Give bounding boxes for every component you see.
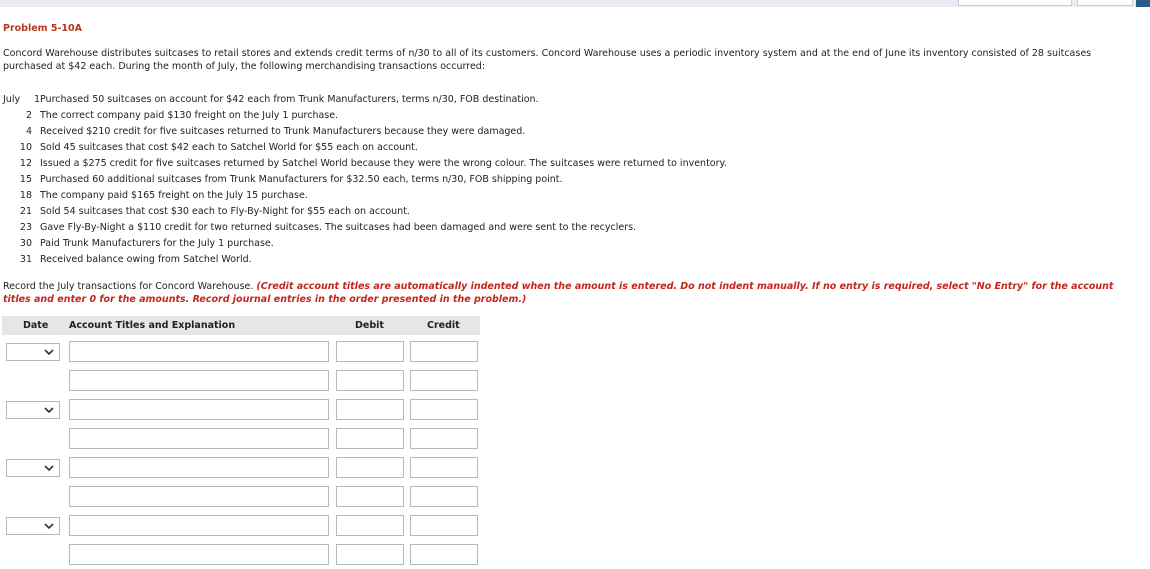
account-title-input[interactable] [69,457,329,478]
intro-line: purchased at $42 each. During the month of July, the following merchandising transactions occurred: [3,60,486,72]
credit-input[interactable] [410,544,478,565]
account-title-input[interactable] [69,486,329,507]
instructions [3,281,1143,306]
transaction-day: 2 [25,110,32,121]
account-title-input[interactable] [69,515,329,536]
debit-input[interactable] [336,515,404,536]
transaction-text: The correct company paid $130 freight on the July 1 purchase. [40,110,339,121]
chevron-down-icon [44,521,54,531]
toolbar-button[interactable] [1077,0,1133,6]
transaction-day: 23 [19,222,32,233]
account-title-input[interactable] [69,428,329,449]
credit-input[interactable] [410,428,478,449]
transaction-text: Sold 54 suitcases that cost $30 each to Fly-By-Night for $55 each on account. [40,206,410,217]
date-select[interactable] [6,517,60,535]
header-date: Date [23,320,49,331]
transaction-day: 1 [33,94,40,105]
credit-input[interactable] [410,341,478,362]
transaction-text: Purchased 50 suitcases on account for $42 each from Trunk Manufacturers, terms n/30, FOB destination. [40,94,539,105]
account-title-input[interactable] [69,399,329,420]
transaction-text: Received $210 credit for five suitcases returned to Trunk Manufacturers because they were damaged. [40,126,526,137]
transaction-month: July [3,94,21,105]
debit-input[interactable] [336,486,404,507]
journal-header [2,316,480,335]
transaction-text: Gave Fly-By-Night a $110 credit for two returned suitcases. The suitcases had been damaged and were sent to the recyclers. [40,222,637,233]
transaction-day: 21 [19,206,32,217]
transaction-text: The company paid $165 freight on the July 15 purchase. [40,190,308,201]
transaction-day: 4 [25,126,32,137]
chevron-down-icon [44,405,54,415]
transaction-day: 12 [19,158,32,169]
date-select[interactable] [6,343,60,361]
debit-input[interactable] [336,370,404,391]
chevron-down-icon [44,463,54,473]
credit-input[interactable] [410,486,478,507]
transaction-day: 31 [19,254,32,265]
transaction-day: 10 [19,142,32,153]
debit-input[interactable] [336,341,404,362]
date-select[interactable] [6,459,60,477]
instructions-note: (Credit account titles are automatically indented when the amount is entered. Do not indent manually. If no entry is required, select "No Entry" for the account titles and enter 0 for the amounts. Record journal entries in the order presented in the problem.) [3,281,1114,305]
transaction-day: 15 [19,174,32,185]
header-debit: Debit [355,320,384,331]
toolbar-button[interactable] [958,0,1072,6]
instructions-lead: Record the July transactions for Concord Warehouse. [3,281,254,292]
transaction-text: Received balance owing from Satchel World. [40,254,252,265]
intro-line: Concord Warehouse distributes suitcases to retail stores and extends credit terms of n/30 to all of its customers. Concord Warehouse uses a periodic inventory system and at the end of June its inventory consisted of 28 suitcases [3,48,1092,59]
debit-input[interactable] [336,544,404,565]
credit-input[interactable] [410,370,478,391]
transaction-day: 18 [19,190,32,201]
chevron-down-icon [44,347,54,357]
top-toolbar [0,0,1150,7]
account-title-input[interactable] [69,341,329,362]
header-credit: Credit [427,320,460,331]
credit-input[interactable] [410,457,478,478]
header-account: Account Titles and Explanation [69,320,236,331]
debit-input[interactable] [336,399,404,420]
toolbar-accent [1136,0,1150,7]
account-title-input[interactable] [69,370,329,391]
transaction-text: Purchased 60 additional suitcases from Trunk Manufacturers for $32.50 each, terms n/30, FOB shipping point. [40,174,563,185]
credit-input[interactable] [410,399,478,420]
account-title-input[interactable] [69,544,329,565]
date-select[interactable] [6,401,60,419]
transaction-text: Sold 45 suitcases that cost $42 each to Satchel World for $55 each on account. [40,142,418,153]
problem-intro [3,48,1148,73]
transaction-text: Issued a $275 credit for five suitcases returned by Satchel World because they were the wrong colour. The suitcases were returned to inventory. [40,158,727,169]
debit-input[interactable] [336,428,404,449]
transaction-day: 30 [19,238,32,249]
credit-input[interactable] [410,515,478,536]
problem-title: Problem 5-10A [3,23,83,34]
debit-input[interactable] [336,457,404,478]
transaction-text: Paid Trunk Manufacturers for the July 1 purchase. [40,238,274,249]
